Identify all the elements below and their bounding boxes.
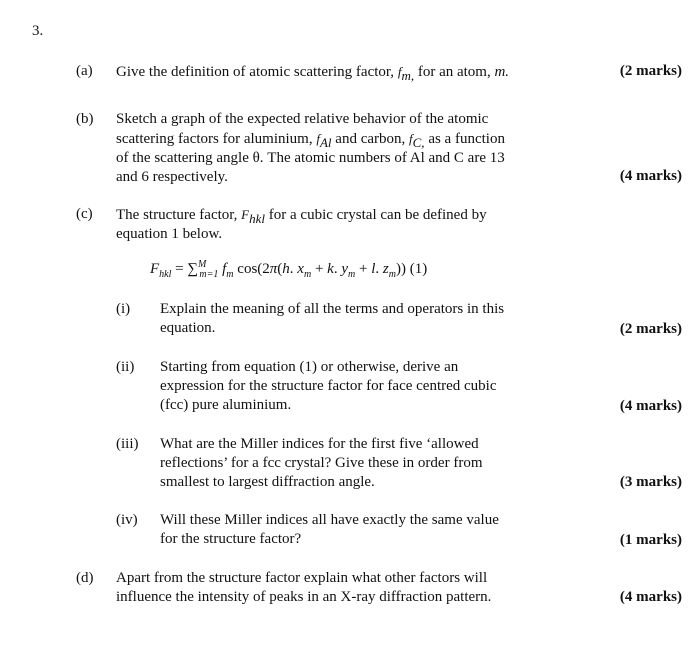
question-number: 3. — [32, 23, 44, 39]
part-b-text — [116, 110, 556, 187]
part-c-ii-label: (ii) — [116, 359, 135, 375]
part-c-iv-line-2: for the structure factor? — [160, 531, 302, 547]
f-hkl-subscript: hkl — [249, 211, 266, 226]
part-a-label: (a) — [76, 63, 93, 79]
part-b-marks: (4 marks) — [619, 168, 682, 184]
part-c-i-marks: (2 marks) — [619, 321, 682, 337]
part-a-text-2: for an atom, — [414, 64, 495, 80]
part-c-ii-marks: (4 marks) — [619, 398, 682, 414]
atom-m: m. — [494, 64, 510, 80]
part-c-iii-label: (iii) — [116, 436, 139, 452]
part-c-i-text — [160, 300, 560, 338]
part-c-iv-line-1: Will these Miller indices all have exactly the same value — [160, 512, 499, 528]
part-b-line-2c: as a function — [424, 131, 505, 147]
part-c-iii-line-3: smallest to largest diffraction angle. — [160, 474, 375, 490]
part-c-ii-line-2: expression for the structure factor for face centred cubic — [160, 378, 497, 394]
part-b-line-1: Sketch a graph of the expected relative behavior of the atomic — [116, 111, 489, 127]
part-c-ii-line-3: (fcc) pure aluminium. — [160, 397, 292, 413]
f-m-subscript: m, — [401, 68, 415, 83]
part-d-line-2: influence the intensity of peaks in an X-ray diffraction pattern. — [116, 589, 492, 605]
part-c-line-1a: The structure factor, — [116, 207, 242, 223]
part-a-text — [116, 62, 586, 82]
part-c-i-label: (i) — [116, 301, 131, 317]
eq-number: (1) — [409, 261, 428, 277]
part-d-line-1: Apart from the structure factor explain what other factors will — [116, 570, 488, 586]
part-b-line-2b: and carbon, — [331, 131, 410, 147]
part-d-text — [116, 569, 576, 607]
part-c-iii-line-1: What are the Miller indices for the first five ‘allowed — [160, 436, 479, 452]
part-c-iii-text — [160, 435, 560, 492]
part-a-text-1: Give the definition of atomic scattering factor, — [116, 64, 398, 80]
part-d-label: (d) — [76, 570, 94, 586]
part-c-ii-line-1: Starting from equation (1) or otherwise, derive an — [160, 359, 459, 375]
part-c-i-line-2: equation. — [160, 320, 216, 336]
part-c-line-1b: for a cubic crystal can be defined by — [265, 207, 487, 223]
eq-lhs-subscript: hkl — [159, 269, 172, 280]
part-b-label: (b) — [76, 111, 94, 127]
part-a-marks: (2 marks) — [619, 63, 682, 79]
part-b-line-4: and 6 respectively. — [116, 169, 228, 185]
part-c-iv-marks: (1 marks) — [619, 532, 682, 548]
part-b-line-2 — [116, 129, 556, 149]
f-c-subscript: C, — [412, 135, 425, 150]
f-hkl-symbol: F — [241, 207, 250, 222]
part-c-iii-line-2: reflections’ for a fcc crystal? Give these in order from — [160, 455, 483, 471]
part-c-line-2: equation 1 below. — [116, 226, 223, 242]
part-c-line-1 — [116, 205, 556, 225]
part-c-iii-marks: (3 marks) — [619, 474, 682, 490]
part-c-label: (c) — [76, 206, 93, 222]
f-c-symbol: f — [409, 131, 413, 146]
part-c-ii-text — [160, 358, 560, 415]
part-b-line-3: of the scattering angle θ. The atomic numbers of Al and C are 13 — [116, 150, 505, 166]
f-al-subscript: Al — [319, 135, 332, 150]
part-c-iv-text — [160, 511, 560, 549]
part-c-iv-label: (iv) — [116, 512, 138, 528]
eq-sum-lower: m=1 — [199, 269, 219, 280]
part-c-text — [116, 205, 556, 244]
f-m-symbol: f — [397, 64, 402, 79]
eq-sum-upper: M — [198, 259, 207, 270]
part-b-line-2a: scattering factors for aluminium, — [116, 131, 317, 147]
structure-factor-equation: $F_{hkl} = \sum^M_{m=1}$ $f_m$ cos(2π(h. $x_m + k$. $y_m + l$. $z_m$)) (1) — [150, 259, 428, 280]
part-c-i-line-1: Explain the meaning of all the terms and operators in this — [160, 301, 505, 317]
part-d-marks: (4 marks) — [619, 589, 682, 605]
f-al-symbol: f — [316, 131, 320, 146]
